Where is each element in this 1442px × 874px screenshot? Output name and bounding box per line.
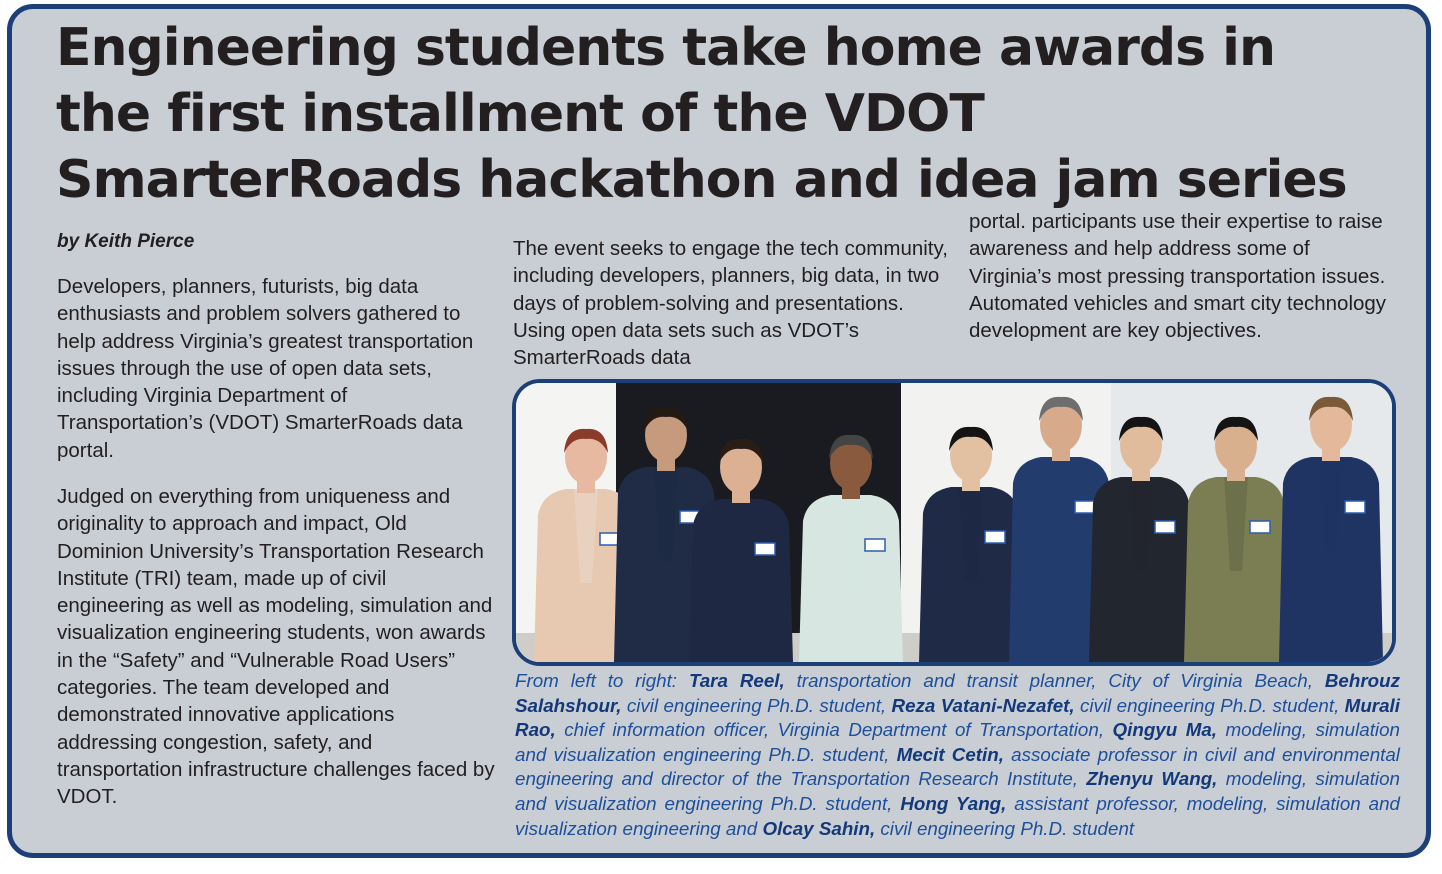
caption-person-name: Behrouz Salahshour, (515, 670, 1400, 716)
name-tag (1345, 501, 1365, 513)
caption-person-name: Mecit Cetin, (896, 743, 1004, 765)
caption-person-name: Tara Reel, (688, 670, 785, 691)
caption-person-name: Murali Rao, (515, 694, 1400, 741)
article-panel (7, 4, 1431, 858)
caption-person-name: Olcay Sahin, (762, 817, 876, 839)
caption-person-role: assistant professor, modeling, simulation and visualization engineering and (515, 792, 1400, 839)
name-tag (1250, 521, 1270, 533)
caption-person-role: associate professor in civil and environmental engineering and director of the Transportation Research Institute, (515, 743, 1400, 790)
body-paragraph-3: The event seeks to engage the tech community, including developers, planners, big data, in two days of problem-solving and presentations. Using open data sets such as VDOT’s SmarterRoads data (513, 237, 948, 370)
caption-person-role: civil engineering Ph.D. student, (621, 694, 892, 716)
caption-person-role: transportation and transit planner, City of Virginia Beach, (784, 670, 1325, 691)
people-group (534, 397, 1383, 662)
name-tag (865, 539, 885, 551)
caption-person-name: Qingyu Ma, (1112, 719, 1218, 741)
caption-person-name: Zhenyu Wang, (1086, 768, 1218, 790)
caption-person-name: Reza Vatani-Nezafet, (891, 694, 1075, 716)
caption-person-role: modeling, simulation and visualization engineering Ph.D. student, (515, 719, 1400, 765)
caption-person-name: Hong Yang, (900, 792, 1007, 814)
headline: Engineering students take home awards in the first installment of the VDOT SmarterRoads hackathon and idea jam series (56, 18, 1347, 210)
byline: by Keith Pierce (57, 231, 195, 252)
body-paragraph-2: Judged on everything from uniqueness and originality to approach and impact, Old Dominion University’s Transportation Research Institute (TRI) team, made up of civil engineering as well as modeling, simulation and visualization engineering students, won awards in the “Safety” and “Vulnerable Road Users” categories. The team developed and demonstrated innovative applications addressing congestion, safety, and transportation infrastructure challenges faced by VDOT. (57, 485, 495, 809)
body-paragraph-4: portal. participants use their expertise to raise awareness and help address some of Virginia’s most pressing transportation issues. Automated vehicles and smart city technology development are key objectives. (969, 210, 1387, 343)
name-tag (755, 543, 775, 555)
caption-person-role: modeling, simulation and visualization engineering Ph.D. student, (515, 768, 1400, 814)
body-paragraph-1: Developers, planners, futurists, big data enthusiasts and problem solvers gathered to help address Virginia’s greatest transportation issues through the use of open data sets, including Virginia Department of Transportation’s (VDOT) SmarterRoads data portal. (57, 275, 474, 462)
caption-person-role: civil engineering Ph.D. student, (1074, 694, 1345, 716)
name-tag (985, 531, 1005, 543)
caption-person-role: civil engineering Ph.D. student (875, 817, 1135, 839)
caption-person-role: chief information officer, Virginia Department of Transportation, (555, 719, 1113, 741)
name-tag (1075, 501, 1095, 513)
name-tag (1155, 521, 1175, 533)
caption-lead: From left to right: (515, 670, 689, 691)
group-photo (512, 379, 1396, 666)
photo-caption (515, 669, 1400, 841)
